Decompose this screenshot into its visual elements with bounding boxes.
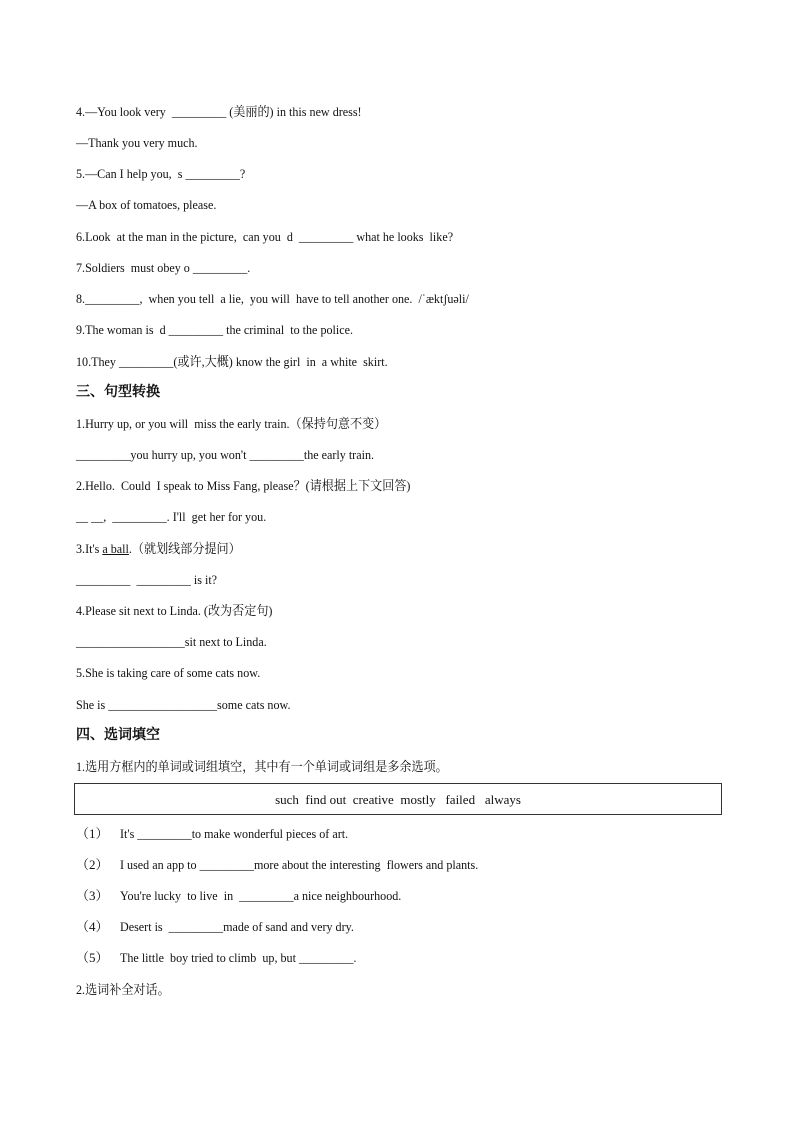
transform-question-3 xyxy=(76,541,241,557)
fill-item-1 xyxy=(76,826,365,842)
fill-item-4 xyxy=(76,919,372,935)
section-4-instruction: 1.选用方框内的单词或词组填空，其中有一个单词或词组是多余选项。 xyxy=(76,759,448,774)
q3-prefix: 3.It's xyxy=(76,541,103,556)
fill-item-number: （1） xyxy=(76,826,109,841)
section-3-heading: 三、句型转换 xyxy=(76,384,160,400)
fill-item-number: （4） xyxy=(76,919,109,934)
question-9: 9.The woman is d _________ the criminal to the police. xyxy=(76,322,354,337)
section-4-heading: 四、选词填空 xyxy=(76,727,160,743)
fill-item-text: It's _________to make wonderful pieces of art. xyxy=(120,826,349,841)
transform-answer-4: __________________sit next to Linda. xyxy=(76,634,267,649)
fill-item-text: I used an app to _________more about the interesting flowers and plants. xyxy=(120,857,479,872)
word-box-words: such find out creative mostly failed always xyxy=(275,792,521,807)
question-10: 10.They _________(或许,大概) know the girl in a white skirt. xyxy=(76,354,388,369)
transform-question-1: 1.Hurry up, or you will miss the early train.（保持句意不变） xyxy=(76,416,387,431)
question-7: 7.Soldiers must obey o _________. xyxy=(76,260,251,275)
transform-answer-2: __ __, _________. I'll get her for you. xyxy=(76,509,267,524)
word-box xyxy=(74,783,722,815)
fill-item-text: Desert is _________made of sand and very dry. xyxy=(120,919,354,934)
transform-question-2: 2.Hello. Could I speak to Miss Fang, please？(请根据上下文回答) xyxy=(76,478,411,493)
fill-item-number: （5） xyxy=(76,950,109,965)
answer-4: —Thank you very much. xyxy=(76,135,198,150)
transform-answer-3: _________ _________ is it? xyxy=(76,572,218,587)
answer-5: —A box of tomatoes, please. xyxy=(76,197,217,212)
question-4: 4.—You look very _________ (美丽的) in this new dress! xyxy=(76,104,362,119)
question-6: 6.Look at the man in the picture, can you d _________ what he looks like? xyxy=(76,229,454,244)
transform-answer-1: _________you hurry up, you won't _________the early train. xyxy=(76,447,375,462)
fill-item-text: The little boy tried to climb up, but _________. xyxy=(120,950,357,965)
transform-question-4: 4.Please sit next to Linda. (改为否定句) xyxy=(76,603,273,618)
fill-item-3 xyxy=(76,888,423,904)
transform-answer-5: She is __________________some cats now. xyxy=(76,697,291,712)
fill-item-2 xyxy=(76,857,505,873)
question-5: 5.—Can I help you, s _________? xyxy=(76,166,246,181)
q3-underlined-phrase: a ball xyxy=(102,541,129,556)
fill-item-text: You're lucky to live in _________a nice neighbourhood. xyxy=(120,888,402,903)
fill-item-number: （2） xyxy=(76,857,109,872)
fill-item-5 xyxy=(76,950,374,966)
transform-question-5: 5.She is taking care of some cats now. xyxy=(76,665,261,680)
fill-item-number: （3） xyxy=(76,888,109,903)
question-8: 8._________, when you tell a lie, you will have to tell another one. /ˈæktʃuəli/ xyxy=(76,291,469,306)
q3-suffix: .（就划线部分提问） xyxy=(128,541,241,556)
section-4-part-2: 2.选词补全对话。 xyxy=(76,982,170,997)
